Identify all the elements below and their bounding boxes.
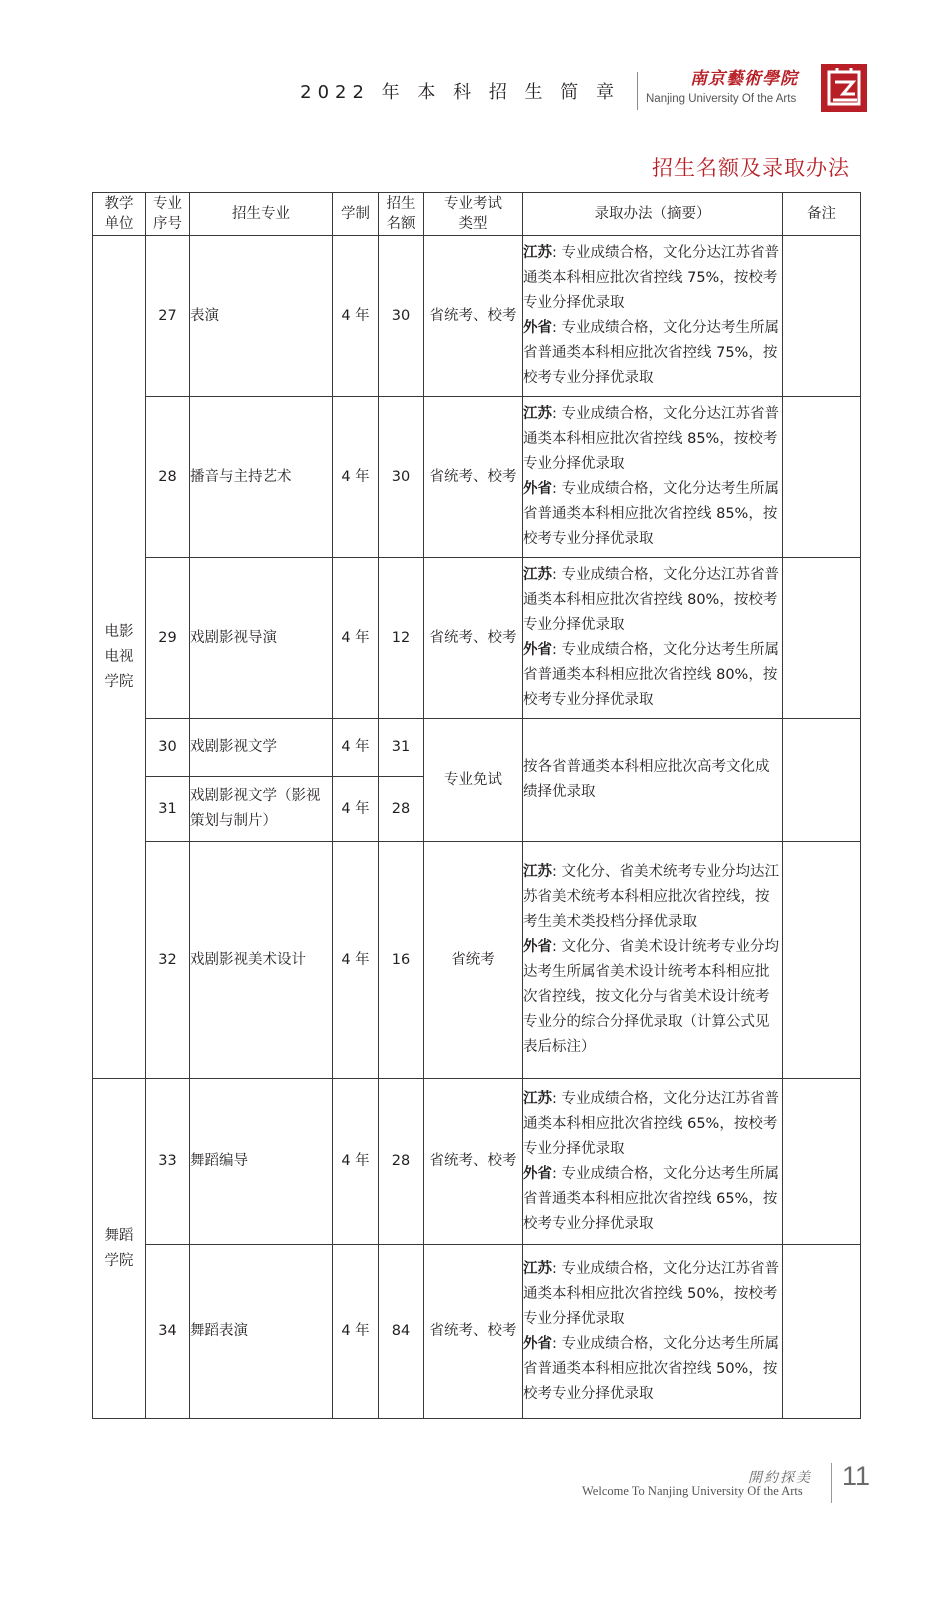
row-years: 4 年	[333, 1079, 379, 1245]
row-note	[783, 719, 861, 842]
row-quota: 30	[379, 236, 424, 397]
jiangsu-text: : 专业成绩合格，文化分达江苏省普通类本科相应批次省控线 75%，按校考专业分择优录取	[523, 245, 779, 311]
row-exam-type: 省统考、校考	[424, 558, 523, 719]
row-seq: 33	[146, 1079, 190, 1245]
row-quota: 28	[379, 777, 424, 842]
table-row	[93, 558, 861, 719]
header-divider	[637, 72, 638, 110]
row-method	[523, 236, 783, 397]
header-method: 录取办法（摘要）	[523, 193, 783, 236]
other-province-text: : 专业成绩合格，文化分达考生所属省普通类本科相应批次省控线 80%，按校考专业分择优录取	[523, 642, 779, 708]
row-note	[783, 236, 861, 397]
table-row	[93, 236, 861, 397]
table-row	[93, 719, 861, 777]
row-note	[783, 842, 861, 1079]
table-header-row	[93, 193, 861, 236]
row-years: 4 年	[333, 236, 379, 397]
row-method	[523, 397, 783, 558]
row-exam-type: 省统考	[424, 842, 523, 1079]
row-quota: 84	[379, 1245, 424, 1419]
row-exam-type: 省统考、校考	[424, 1079, 523, 1245]
row-seq: 28	[146, 397, 190, 558]
footer-tagline: Welcome To Nanjing University Of the Arts	[582, 1484, 803, 1498]
row-years: 4 年	[333, 719, 379, 777]
row-years: 4 年	[333, 842, 379, 1079]
table-row	[93, 842, 861, 1079]
row-major: 戏剧影视导演	[190, 558, 333, 719]
admission-table	[92, 192, 861, 1419]
other-province-text: : 专业成绩合格，文化分达考生所属省普通类本科相应批次省控线 50%，按校考专业分择优录取	[523, 1335, 779, 1402]
header-exam-type: 专业考试 类型	[424, 193, 523, 236]
row-major: 戏剧影视美术设计	[190, 842, 333, 1079]
row-major: 播音与主持艺术	[190, 397, 333, 558]
row-major: 戏剧影视文学	[190, 719, 333, 777]
row-major: 舞蹈编导	[190, 1079, 333, 1245]
university-seal-logo	[821, 64, 867, 112]
row-years: 4 年	[333, 1245, 379, 1419]
jiangsu-label: 江苏	[523, 864, 552, 880]
other-province-text: : 专业成绩合格，文化分达考生所属省普通类本科相应批次省控线 65%，按校考专业分择优录取	[523, 1165, 779, 1232]
row-quota: 12	[379, 558, 424, 719]
unit-film-tv-college: 电影 电视 学院	[93, 236, 146, 1079]
row-major: 戏剧影视文学（影视策划与制片）	[190, 777, 333, 842]
row-note	[783, 397, 861, 558]
row-quota: 16	[379, 842, 424, 1079]
row-seq: 32	[146, 842, 190, 1079]
university-logo-text: 南京藝術學院	[690, 69, 798, 89]
page-number: 11	[842, 1461, 871, 1491]
row-method	[523, 1079, 783, 1245]
jiangsu-label: 江苏	[523, 1260, 552, 1277]
row-note	[783, 1079, 861, 1245]
row-seq: 30	[146, 719, 190, 777]
row-seq: 27	[146, 236, 190, 397]
row-note	[783, 558, 861, 719]
jiangsu-text: : 专业成绩合格，文化分达江苏省普通类本科相应批次省控线 50%，按校考专业分择优录取	[523, 1260, 779, 1327]
jiangsu-text: : 专业成绩合格，文化分达江苏省普通类本科相应批次省控线 65%，按校考专业分择优录取	[523, 1090, 779, 1157]
brochure-title: 2022 年 本 科 招 生 简 章	[300, 82, 620, 103]
row-method	[523, 842, 783, 1079]
other-province-text: : 专业成绩合格，文化分达考生所属省普通类本科相应批次省控线 85%，按校考专业分择优录取	[523, 481, 779, 547]
other-province-label: 外省	[523, 939, 552, 955]
section-title: 招生名额及录取办法	[652, 156, 850, 180]
header-unit: 教学 单位	[93, 193, 146, 236]
table-row	[93, 1079, 861, 1245]
row-seq: 34	[146, 1245, 190, 1419]
row-note	[783, 1245, 861, 1419]
jiangsu-text: : 专业成绩合格，文化分达江苏省普通类本科相应批次省控线 80%，按校考专业分择优录取	[523, 567, 779, 633]
header-years: 学制	[333, 193, 379, 236]
jiangsu-label: 江苏	[523, 1090, 552, 1107]
unit-dance-college: 舞蹈 学院	[93, 1079, 146, 1419]
other-province-label: 外省	[523, 320, 552, 336]
row-seq: 31	[146, 777, 190, 842]
row-years: 4 年	[333, 558, 379, 719]
row-quota: 31	[379, 719, 424, 777]
row-years: 4 年	[333, 777, 379, 842]
row-method	[523, 558, 783, 719]
jiangsu-label: 江苏	[523, 406, 552, 422]
other-province-label: 外省	[523, 1165, 552, 1182]
other-province-label: 外省	[523, 642, 552, 658]
jiangsu-text: : 文化分、省美术统考专业分均达江苏省美术统考本科相应批次省控线，按考生美术类投档分择优录取	[523, 864, 779, 930]
university-english-name: Nanjing University Of the Arts	[646, 93, 797, 105]
row-exam-type: 省统考、校考	[424, 1245, 523, 1419]
row-method: 按各省普通类本科相应批次高考文化成绩择优录取	[523, 719, 783, 842]
jiangsu-label: 江苏	[523, 245, 552, 261]
row-exam-type: 省统考、校考	[424, 236, 523, 397]
row-years: 4 年	[333, 397, 379, 558]
table-row	[93, 1245, 861, 1419]
other-province-label: 外省	[523, 1335, 552, 1352]
row-quota: 28	[379, 1079, 424, 1245]
row-major: 舞蹈表演	[190, 1245, 333, 1419]
other-province-text: : 文化分、省美术设计统考专业分均达考生所属省美术设计统考本科相应批次省控线，按文化分与省美术设计统考专业分的综合分择优录取（计算公式见表后标注）	[523, 939, 779, 1055]
row-major: 表演	[190, 236, 333, 397]
row-exam-type: 省统考、校考	[424, 397, 523, 558]
row-seq: 29	[146, 558, 190, 719]
row-method	[523, 1245, 783, 1419]
header-quota: 招生 名额	[379, 193, 424, 236]
table-row	[93, 397, 861, 558]
other-province-label: 外省	[523, 481, 552, 497]
jiangsu-label: 江苏	[523, 567, 552, 583]
row-quota: 30	[379, 397, 424, 558]
header-seq: 专业 序号	[146, 193, 190, 236]
row-exam-type: 专业免试	[424, 719, 523, 842]
footer-divider	[831, 1463, 832, 1503]
header-major: 招生专业	[190, 193, 333, 236]
jiangsu-text: : 专业成绩合格，文化分达江苏省普通类本科相应批次省控线 85%，按校考专业分择优录取	[523, 406, 779, 472]
header-note: 备注	[783, 193, 861, 236]
other-province-text: : 专业成绩合格，文化分达考生所属省普通类本科相应批次省控线 75%，按校考专业分择优录取	[523, 320, 779, 386]
footer-signature: 開約探美	[748, 1470, 812, 1486]
